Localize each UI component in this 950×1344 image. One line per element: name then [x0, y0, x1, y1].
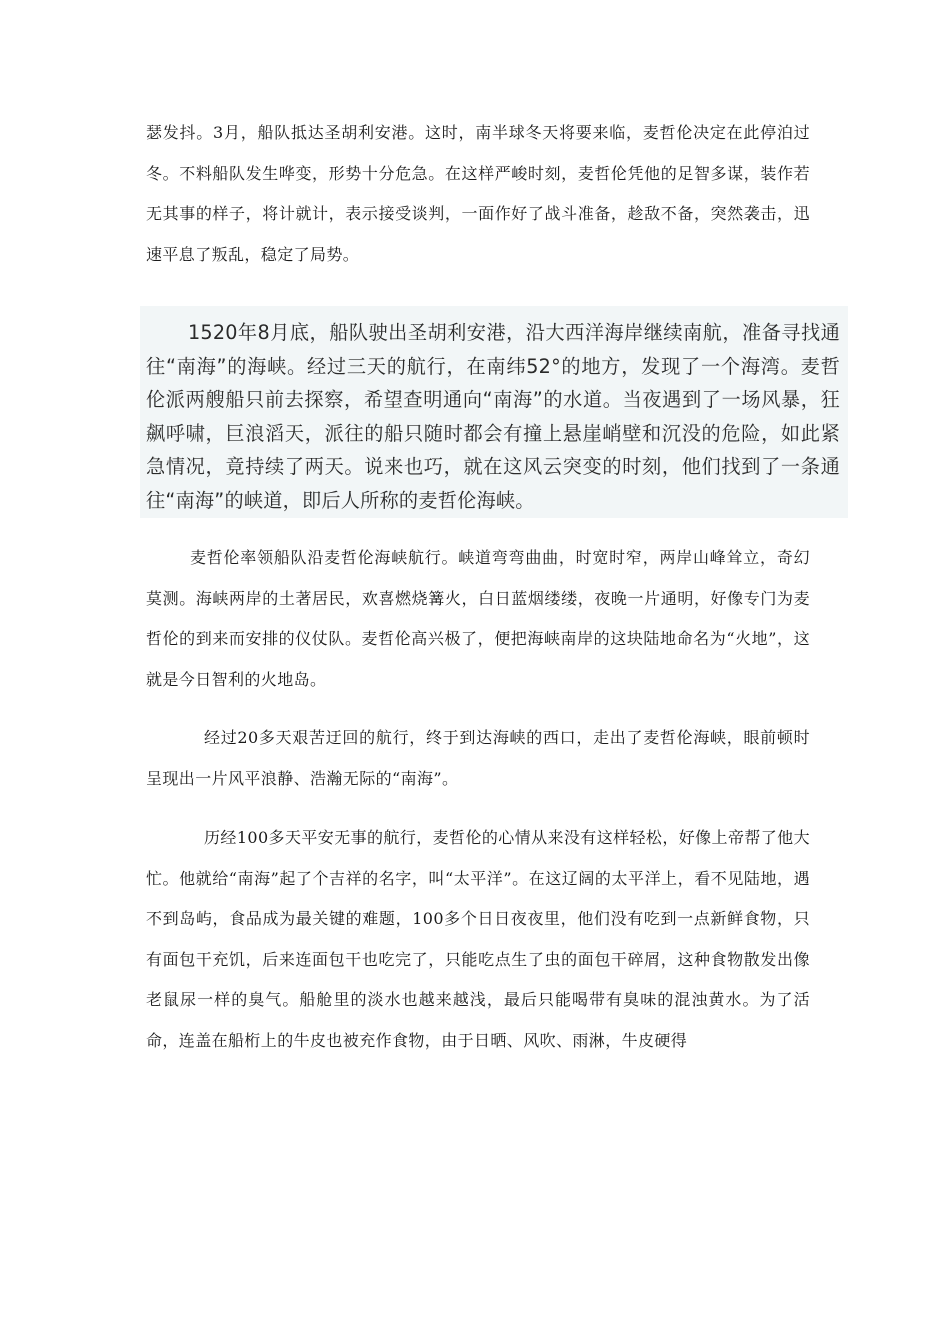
- paragraph-strait-discovery: 1520年8月底，船队驶出圣胡利安港，沿大西洋海岸继续南航，准备寻找通往“南海”的海峡。经过三天的航行，在南纬52°的地方，发现了一个海湾。麦哲伦派两艘船只前去探察，希望查明通向“南海”的水道。当夜遇到了一场风暴，狂飙呼啸，巨浪滔天，派往的船只随时都会有撞上悬崖峭壁和沉没的危险，如此紧急情况，竟持续了两天。说来也巧，就在这风云突变的时刻，他们找到了一条通往“南海”的峡道，即后人所称的麦哲伦海峡。: [146, 321, 840, 512]
- paragraph-strait-exit: 经过20多天艰苦迂回的航行，终于到达海峡的西口，走出了麦哲伦海峡，眼前顿时呈现出一片风平浪静、浩瀚无际的“南海”。: [146, 728, 810, 788]
- paragraph-tierra-del-fuego: 麦哲伦率领船队沿麦哲伦海峡航行。峡道弯弯曲曲，时宽时窄，两岸山峰耸立，奇幻莫测。海峡两岸的土著居民，欢喜燃烧篝火，白日蓝烟缕缕，夜晚一片通明，好像专门为麦哲伦的到来而安排的仪仗队。麦哲伦高兴极了，便把海峡南岸的这块陆地命名为“火地”，这就是今日智利的火地岛。: [146, 548, 810, 689]
- paragraph-pacific-voyage: 历经100多天平安无事的航行，麦哲伦的心情从来没有这样轻松，好像上帝帮了他大忙。他就给“南海”起了个吉祥的名字，叫“太平洋”。在这辽阔的太平洋上，看不见陆地，遇不到岛屿，食品成为最关键的难题，100多个日日夜夜里，他们没有吃到一点新鲜食物，只有面包干充饥，后来连面包干也吃完了，只能吃点生了虫的面包干碎屑，这种食物散发出像老鼠尿一样的臭气。船舱里的淡水也越来越浅，最后只能喝带有臭味的混浊黄水。为了活命，连盖在船桁上的牛皮也被充作食物，由于日晒、风吹、雨淋，牛皮硬得: [146, 828, 810, 1050]
- excerpt-image-block: [140, 306, 848, 518]
- paragraph-mutiny: 瑟发抖。3月，船队抵达圣胡利安港。这时，南半球冬天将要来临，麦哲伦决定在此停泊过冬。不料船队发生哗变，形势十分危急。在这样严峻时刻，麦哲伦凭他的足智多谋，装作若无其事的样子，将计就计，表示接受谈判，一面作好了战斗准备，趁敌不备，突然袭击，迅速平息了叛乱，稳定了局势。: [146, 123, 810, 264]
